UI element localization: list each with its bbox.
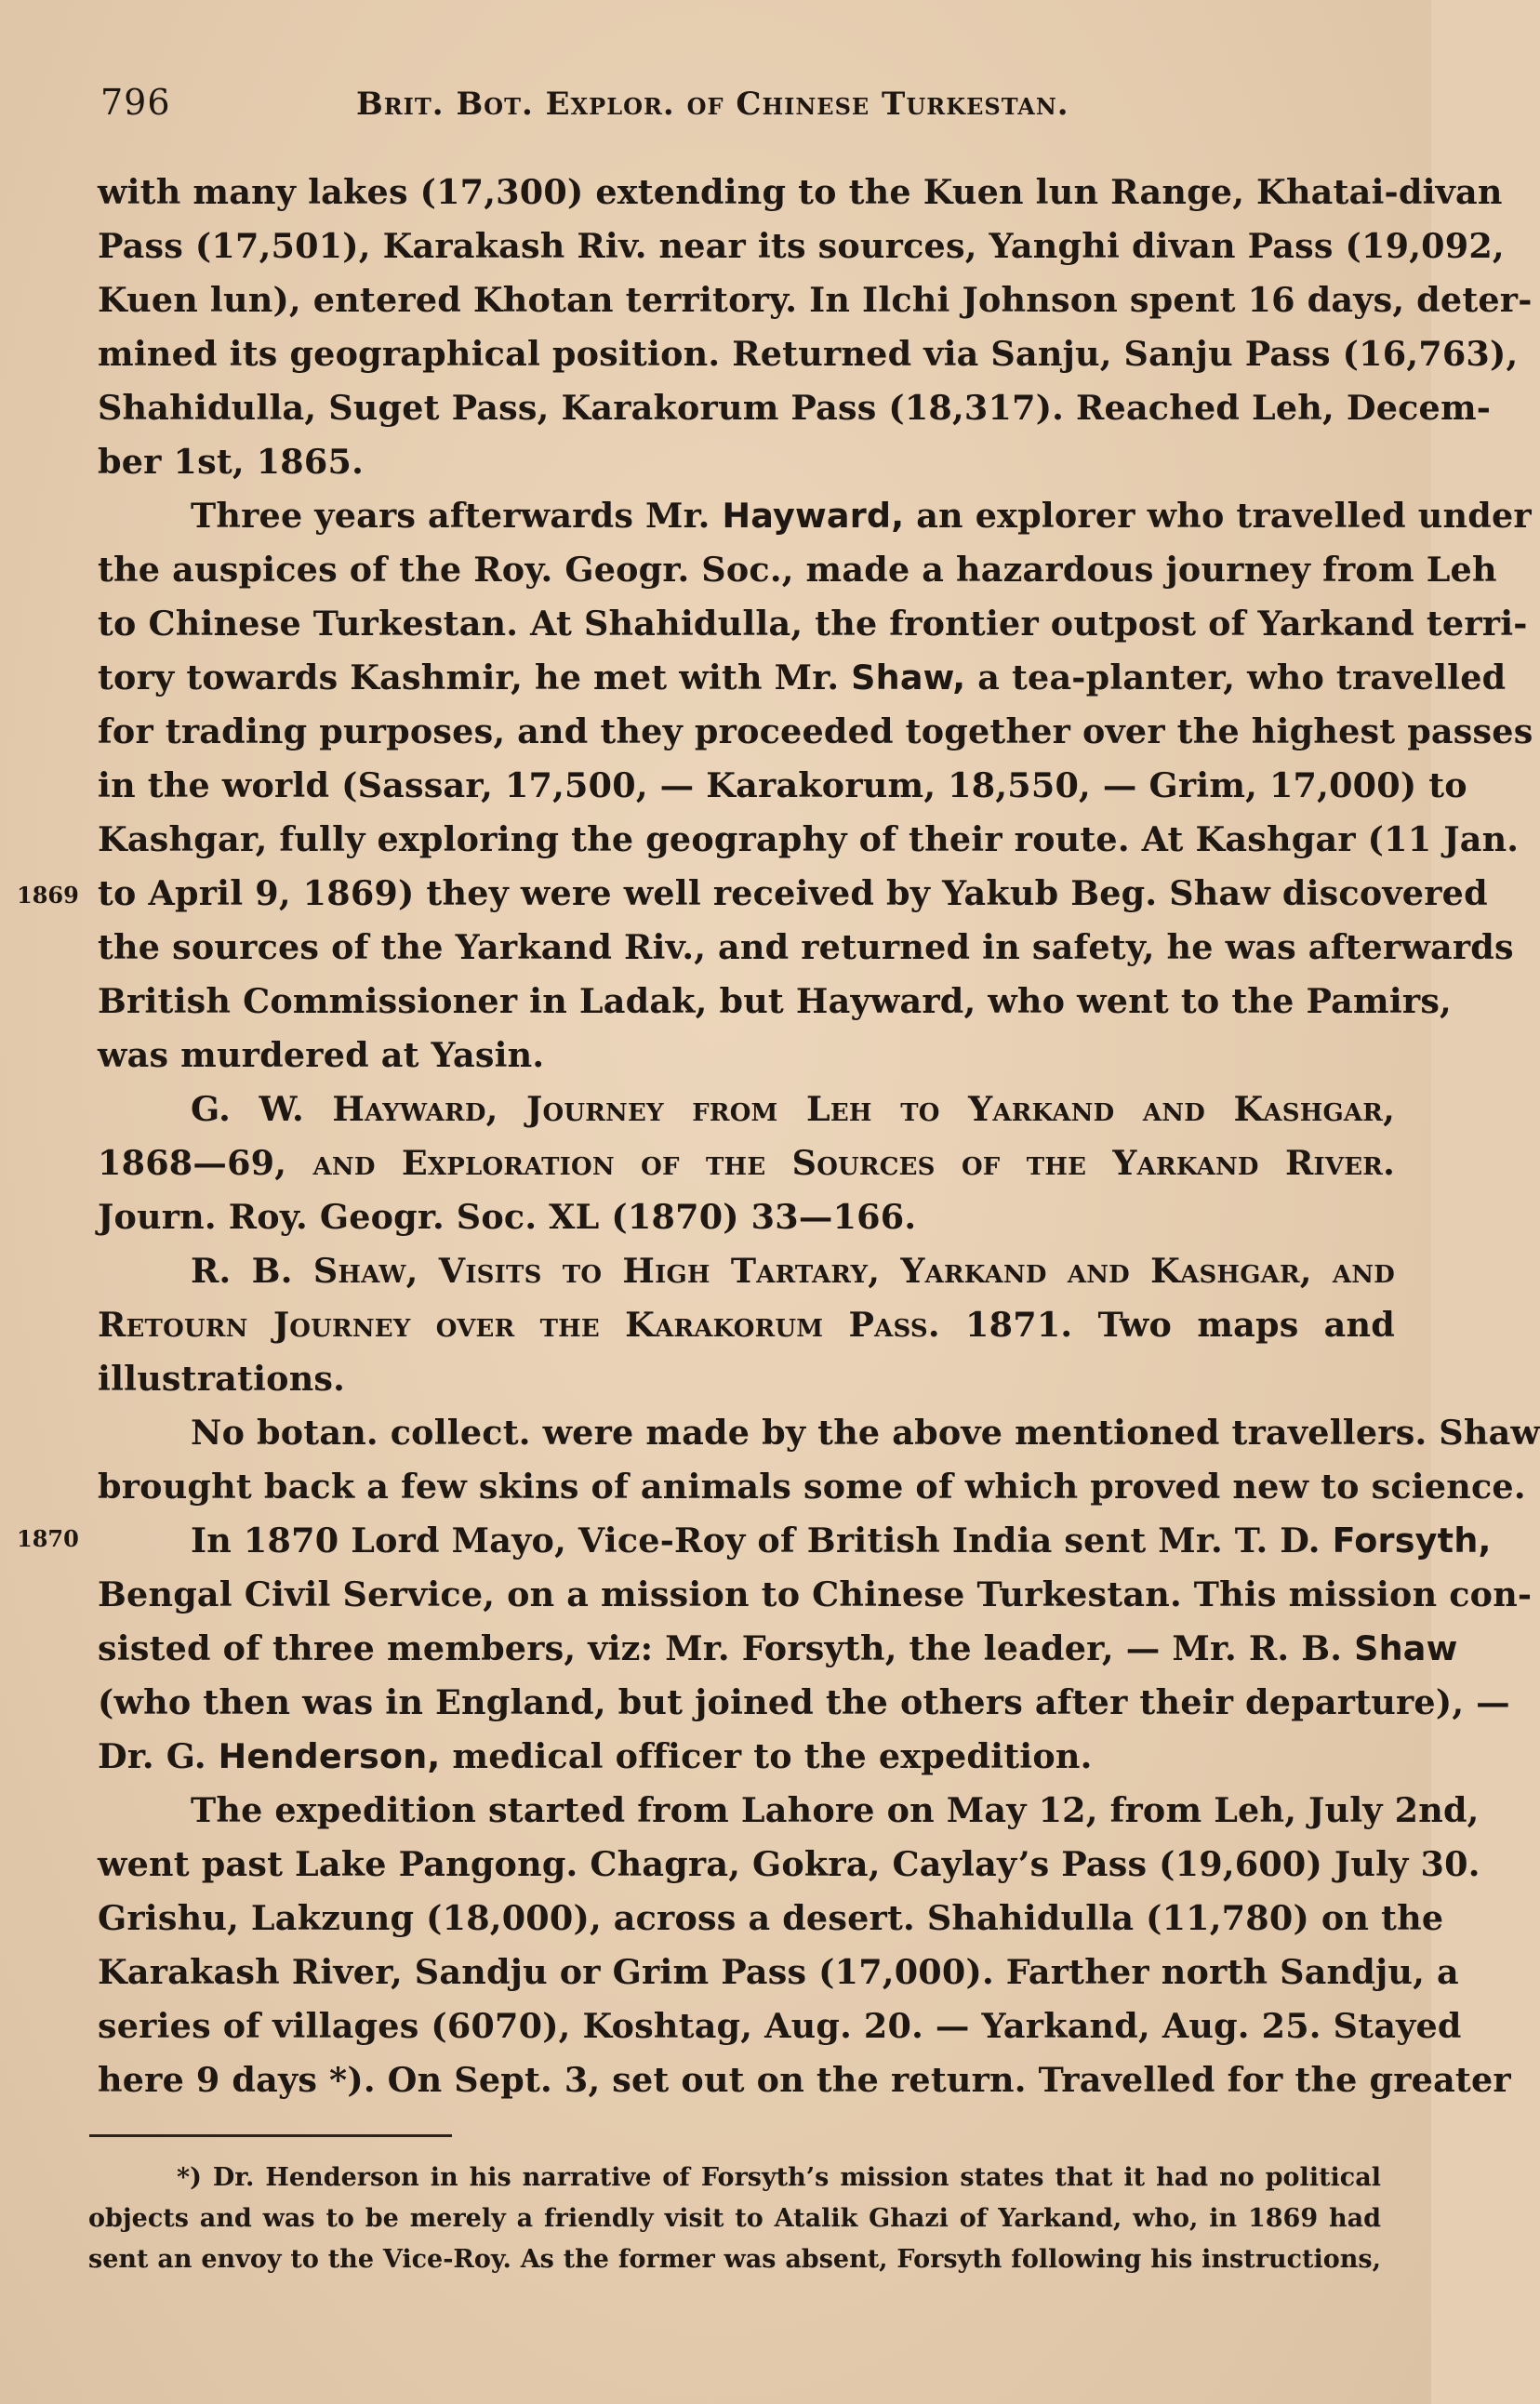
name-henderson: Henderson,	[218, 1736, 441, 1776]
text-line: in the world (Sassar, 17,500, — Karakorum, 18,550, — Grim, 17,000) to	[98, 765, 1467, 805]
text-span: Three years afterwards Mr.	[191, 496, 723, 536]
text-span: sisted of three members, viz: Mr. Forsyth, the leader, — Mr. R. B.	[98, 1628, 1355, 1668]
running-head: Brit. Bot. Explor. of Chinese Turkestan.	[356, 86, 1069, 123]
text-line: for trading purposes, and they proceeded together over the highest passes	[98, 711, 1533, 751]
text-line	[98, 651, 1507, 705]
footnote	[88, 2158, 1381, 2280]
name-hayward: Hayward,	[722, 496, 905, 536]
name-shaw: Shaw,	[851, 657, 966, 697]
text-line: here 9 days *). On Sept. 3, set out on the return. Travelled for the greater	[98, 2060, 1511, 2100]
text-span: Dr. G.	[98, 1736, 219, 1776]
text-line: the auspices of the Roy. Geogr. Soc., made a hazardous journey from Leh	[98, 550, 1497, 590]
margin-year-1870: 1870	[17, 1525, 79, 1552]
footnote-line: *) Dr. Henderson in his narrative of Forsyth’s mission states that it had no political	[177, 2163, 1381, 2192]
text-span: a tea-planter, who travelled	[965, 657, 1507, 697]
citation-shaw: R. B. Shaw, Visits to High Tartary, Yarkand and Kashgar, and	[191, 1251, 1395, 1291]
body-text	[98, 166, 1540, 2107]
text-line: with many lakes (17,300) extending to the Kuen lun Range, Khatai-divan	[98, 172, 1503, 212]
text-span: In 1870 Lord Mayo, Vice-Roy of British India sent Mr. T. D.	[191, 1521, 1333, 1561]
text-line: ber 1st, 1865.	[98, 442, 364, 482]
text-line: Karakash River, Sandju or Grim Pass (17,000). Farther north Sandju, a	[98, 1952, 1459, 1992]
text-line: to April 9, 1869) they were well received by Yakub Beg. Shaw discovered	[98, 873, 1488, 913]
name-forsyth: Forsyth,	[1332, 1521, 1492, 1561]
text-span: Retourn Journey over the Karakorum Pass.	[98, 1305, 940, 1345]
text-line	[98, 489, 1532, 543]
text-line: Pass (17,501), Karakash Riv. near its sources, Yanghi divan Pass (19,092,	[98, 226, 1505, 266]
text-line: was murdered at Yasin.	[98, 1035, 545, 1075]
text-line: The expedition started from Lahore on May 12, from Leh, July 2nd,	[191, 1790, 1480, 1830]
text-line: Grishu, Lakzung (18,000), across a desert. Shahidulla (11,780) on the	[98, 1898, 1444, 1938]
page-number: 796	[100, 82, 171, 123]
text-line: brought back a few skins of animals some of which proved new to science.	[98, 1467, 1526, 1507]
text-line: British Commissioner in Ladak, but Hayward, who went to the Pamirs,	[98, 981, 1452, 1021]
page-header	[100, 82, 1384, 130]
footnote-line: sent an envoy to the Vice-Roy. As the former was absent, Forsyth following his instructions,	[88, 2245, 1381, 2274]
text-line: series of villages (6070), Koshtag, Aug. 20. — Yarkand, Aug. 25. Stayed	[98, 2006, 1462, 2046]
text-line: Shahidulla, Suget Pass, Karakorum Pass (18,317). Reached Leh, Decem-	[98, 388, 1492, 428]
text-line: the sources of the Yarkand Riv., and returned in safety, he was afterwards	[98, 927, 1514, 967]
footnote-rule	[89, 2134, 452, 2137]
text-line: mined its geographical position. Returned via Sanju, Sanju Pass (16,763),	[98, 334, 1519, 374]
text-line	[98, 1622, 1458, 1676]
citation-hayward-journal: Journ. Roy. Geogr. Soc. XL (1870) 33—166.	[98, 1197, 917, 1237]
text-span: medical officer to the expedition.	[440, 1736, 1093, 1776]
text-span: tory towards Kashmir, he met with Mr.	[98, 657, 852, 697]
text-line: (who then was in England, but joined the others after their departure), —	[98, 1682, 1510, 1722]
footnote-line: objects and was to be merely a friendly visit to Atalik Ghazi of Yarkand, who, in 1869 had	[88, 2204, 1381, 2233]
citation-shaw-cont	[98, 1298, 1395, 1352]
text-span: 1871. Two maps and	[939, 1305, 1395, 1345]
citation-hayward-cont: 1868—69, and Exploration of the Sources of the Yarkand River.	[98, 1143, 1395, 1183]
text-line: to Chinese Turkestan. At Shahidulla, the frontier outpost of Yarkand terri-	[98, 604, 1528, 644]
text-line: No botan. collect. were made by the above mentioned travellers. Shaw	[191, 1413, 1540, 1453]
text-line: Kuen lun), entered Khotan territory. In Ilchi Johnson spent 16 days, deter-	[98, 280, 1533, 320]
text-line: illustrations.	[98, 1359, 346, 1399]
text-line: Bengal Civil Service, on a mission to Chinese Turkestan. This mission con-	[98, 1574, 1533, 1614]
citation-hayward: G. W. Hayward, Journey from Leh to Yarkand and Kashgar,	[191, 1089, 1395, 1129]
text-span: an explorer who travelled under	[904, 496, 1532, 536]
text-line: went past Lake Pangong. Chagra, Gokra, Caylay’s Pass (19,600) July 30.	[98, 1844, 1480, 1884]
text-line: Kashgar, fully exploring the geography of their route. At Kashgar (11 Jan.	[98, 819, 1520, 859]
text-line	[98, 1730, 1395, 1784]
name-shaw: Shaw	[1354, 1628, 1458, 1668]
text-line	[98, 1514, 1492, 1568]
margin-year-1869: 1869	[17, 882, 79, 909]
